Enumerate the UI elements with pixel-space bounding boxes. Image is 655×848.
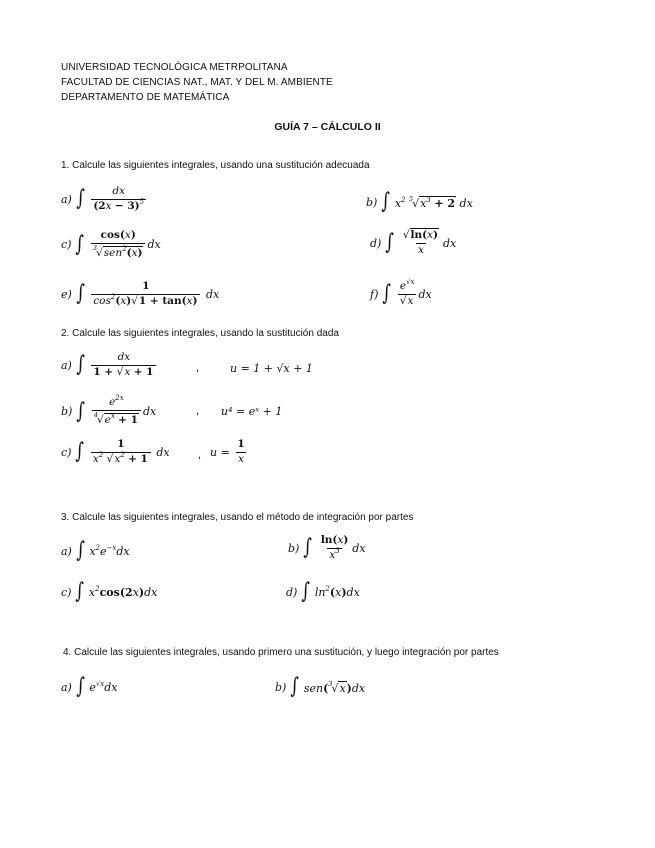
integral-sign-icon: ∫: [76, 674, 85, 699]
substitution-2c: u = $\frac{1}{x}$: [210, 438, 245, 465]
integral-sign-icon: ∫: [76, 538, 85, 563]
label-b: b): [288, 541, 300, 555]
university-name: UNIVERSIDAD TECNOLÓGICA METRPOLITANA: [61, 62, 288, 73]
label-c: c): [61, 585, 72, 599]
integral-sign-icon: ∫: [75, 439, 85, 465]
integral-sign-icon: ∫: [381, 189, 391, 214]
label-c: c): [61, 445, 72, 459]
integral-sign-icon: ∫: [290, 674, 300, 699]
exercise-3c: c) ∫ $x^2\cos(2x)dx$: [61, 579, 158, 604]
exercise-3d: d) ∫ $\ln^2(x)dx$: [286, 579, 360, 604]
exercise-1c: c) ∫ $\frac{\cos(x)}{^3√sen^2(x)}$ dx: [61, 229, 161, 259]
faculty-name: FACULTAD DE CIENCIAS NAT., MAT. Y DEL M. AMBIENTE: [61, 77, 333, 88]
label-b: b): [61, 405, 73, 419]
integral-sign-icon: ∫: [76, 186, 85, 212]
exercise-1a: a) ∫ $\frac{dx}{(2x - 3)^5}$: [61, 185, 145, 212]
page-title: GUÍA 7 – CÁLCULO II: [274, 121, 381, 133]
label-a: a): [61, 544, 72, 558]
exercise-3a: a) ∫ $x^2e^{-x}dx$: [61, 538, 130, 563]
label-a: a): [61, 192, 72, 206]
exercise-3b: b) ∫ $\frac{\ln(x)}{x^3}$ dx: [288, 534, 366, 561]
exercise-1b: b) ∫ $x^2$ $^5√x^3 + 2$ dx: [366, 189, 473, 214]
exercise-4b: b) ∫ sen($^3$√x)dx: [275, 674, 366, 699]
label-b: b): [366, 195, 378, 209]
exercise-1f: f) ∫ $\frac{e^{√x}}{√x}$ dx: [370, 278, 432, 307]
integral-sign-icon: ∫: [382, 281, 392, 307]
integral-sign-icon: ∫: [75, 231, 85, 257]
label-c: c): [61, 238, 72, 252]
question-2-text: 2. Calcule las siguientes integrales, usando la sustitución dada: [61, 328, 339, 339]
question-1-text: 1. Calcule las siguientes integrales, usando una sustitución adecuada: [61, 160, 370, 171]
integral-sign-icon: ∫: [303, 535, 313, 561]
question-3-text: 3. Calcule las siguientes integrales, usando el método de integración por partes: [61, 512, 414, 523]
exercise-4a: a) ∫ $e^{√x}dx$: [61, 674, 118, 699]
label-e: e): [61, 287, 72, 301]
label-d: d): [370, 236, 382, 250]
exercise-2c: c) ∫ $\frac{1}{x^2 √x^2 + 1}$ dx: [61, 438, 170, 465]
exercise-1d: d) ∫ $\frac{√\ln(x)}{x}$ dx: [370, 229, 457, 256]
integral-sign-icon: ∫: [301, 579, 311, 604]
label-b: b): [275, 680, 287, 694]
label-a: a): [61, 358, 72, 372]
integral-sign-icon: ∫: [76, 352, 85, 378]
substitution-2b: u⁴ = eˣ + 1: [221, 405, 283, 418]
question-4-text: 4. Calcule las siguientes integrales, usando primero una sustitución, y luego integración por partes: [63, 647, 499, 658]
label-a: a): [61, 680, 72, 694]
exercise-1e: e) ∫ $\frac{1}{\cos^2(x)√1 + \tan(x)}$ dx: [61, 280, 220, 307]
integral-sign-icon: ∫: [76, 398, 86, 424]
integral-sign-icon: ∫: [385, 230, 395, 256]
integral-sign-icon: ∫: [75, 579, 85, 604]
label-f: f): [370, 287, 379, 301]
label-d: d): [286, 585, 298, 599]
integral-sign-icon: ∫: [76, 281, 85, 307]
substitution-2a: u = 1 + √x + 1: [230, 362, 313, 375]
exercise-2a: a) ∫ $\frac{dx}{1 + √x + 1}$: [61, 352, 158, 378]
department-name: DEPARTAMENTO DE MATEMÁTICA: [61, 92, 230, 103]
exercise-2b: b) ∫ $\frac{e^{2x}}{^4√e^x + 1}$ dx: [61, 394, 157, 426]
